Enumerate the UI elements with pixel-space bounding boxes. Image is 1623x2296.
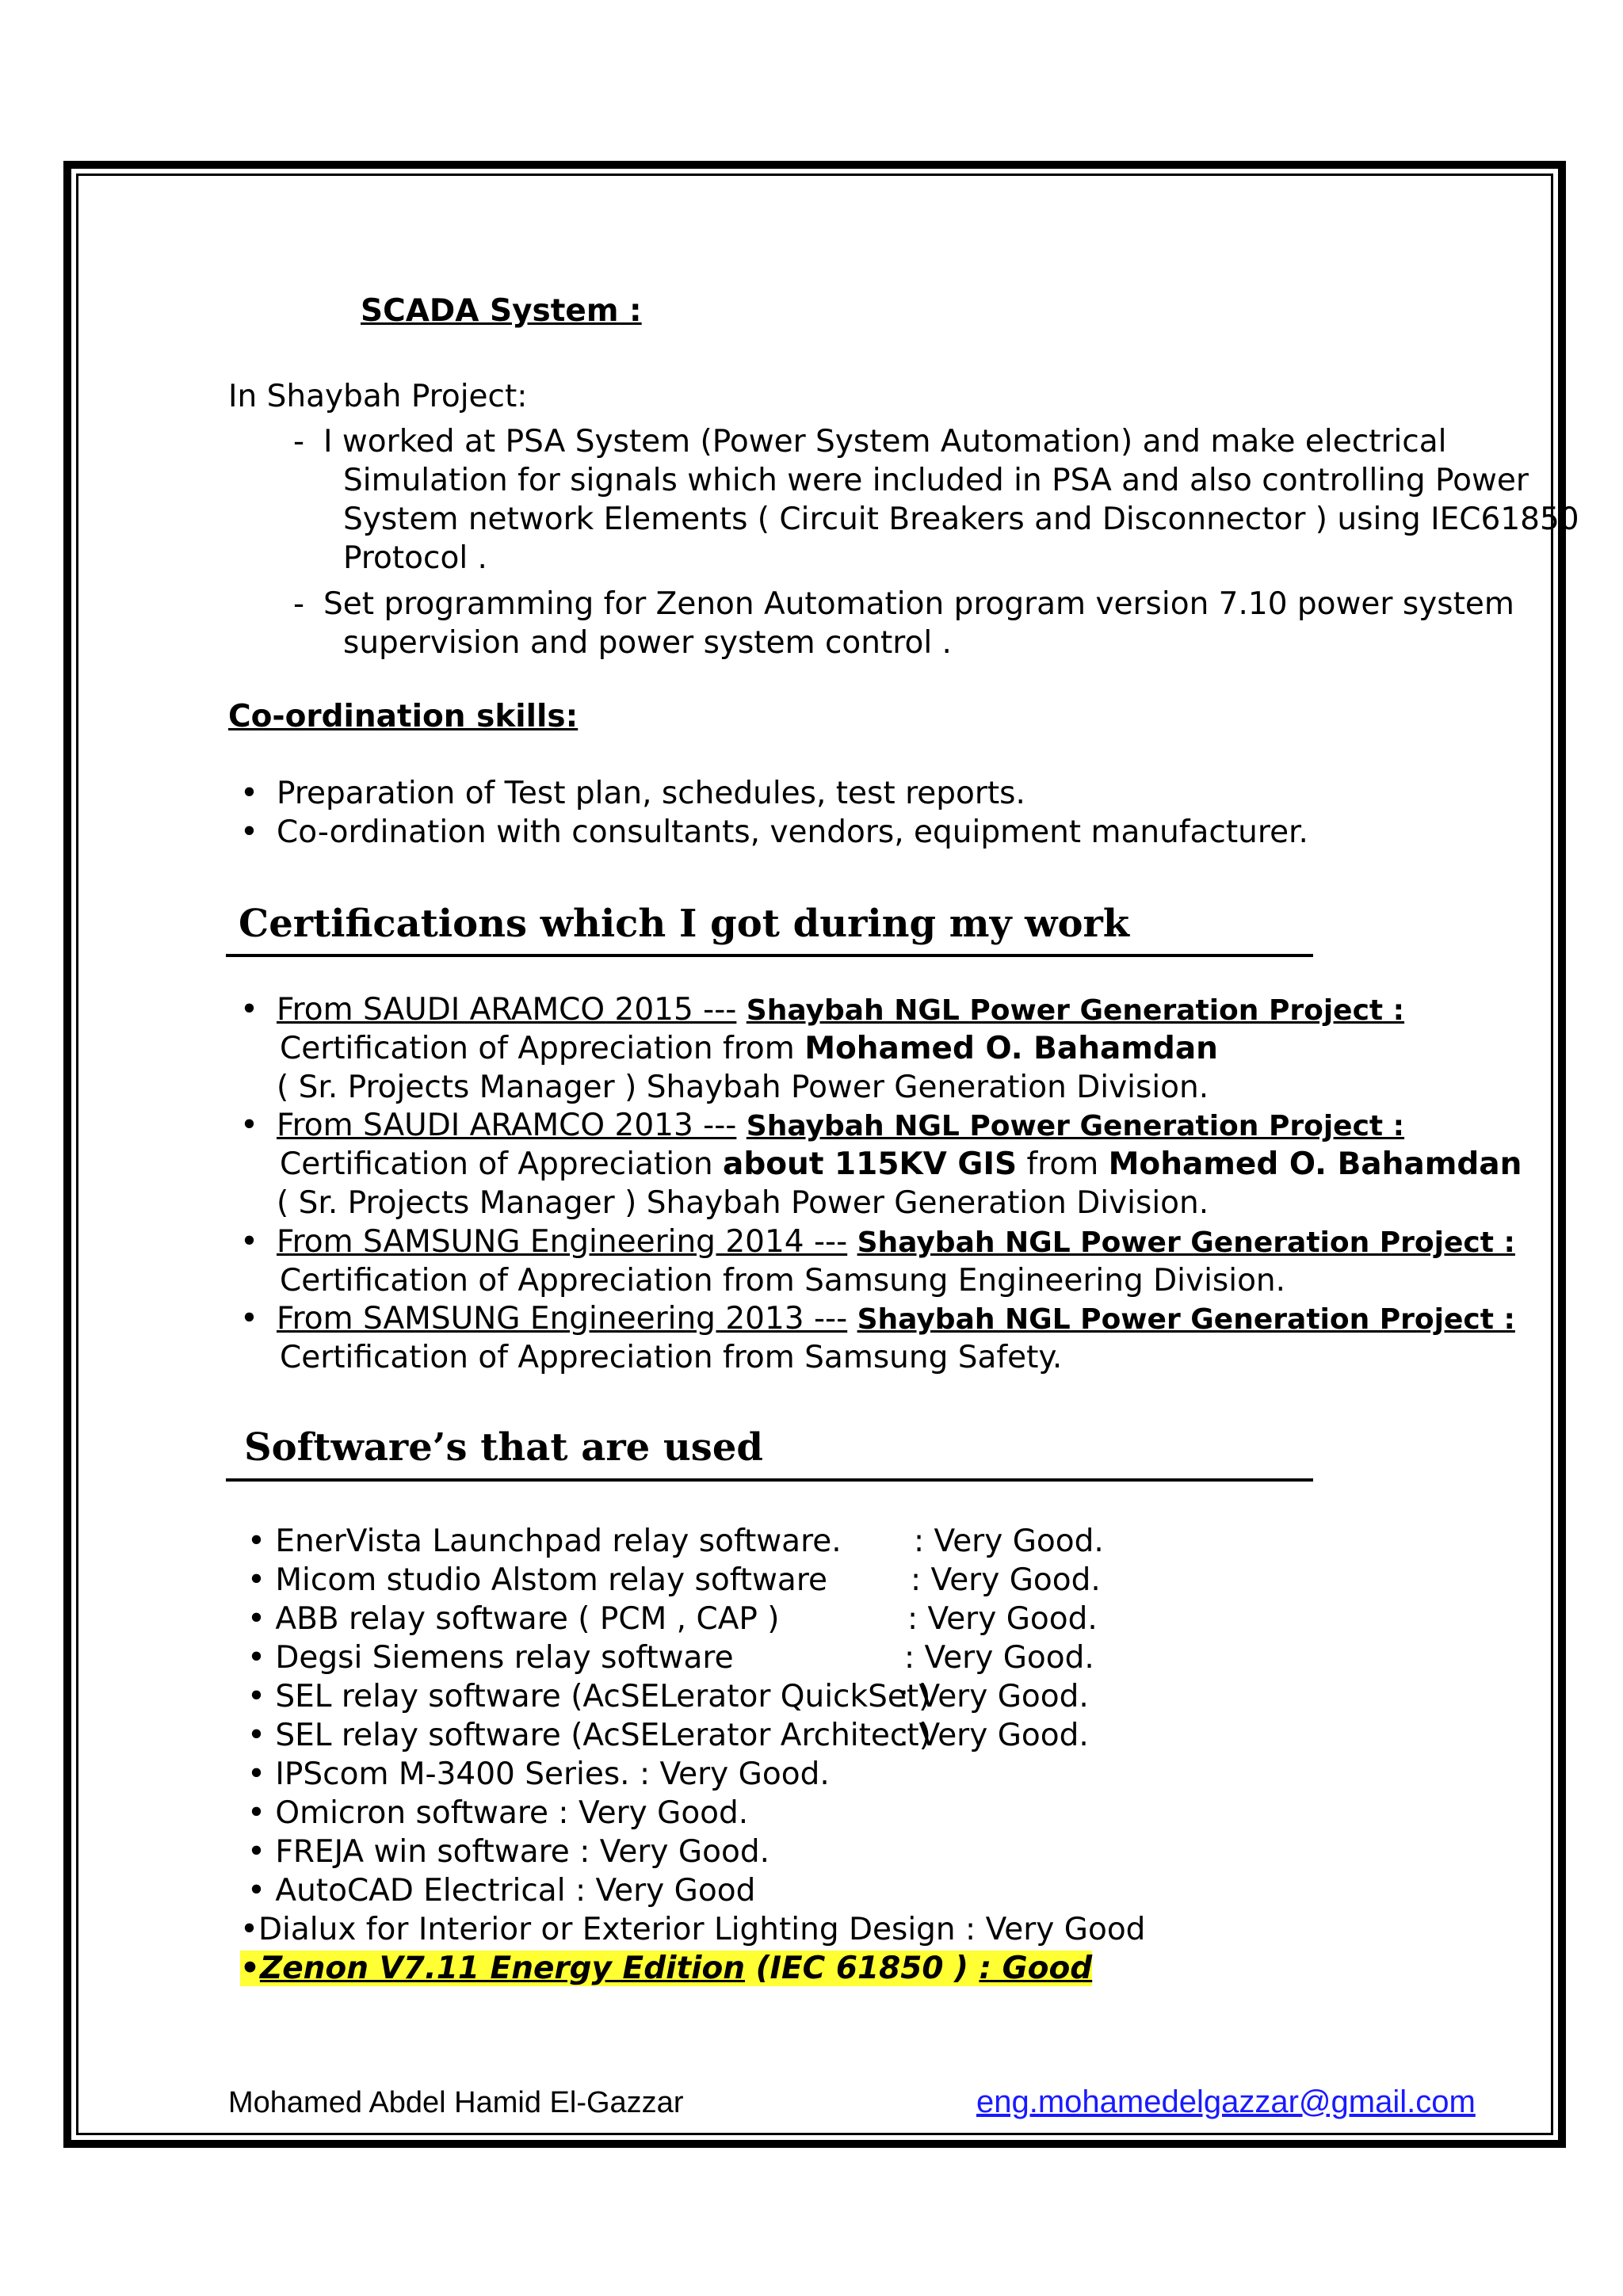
scada-heading: SCADA System : [361, 293, 642, 329]
software-item: • IPScom M-3400 Series. : Very Good. [247, 1756, 830, 1792]
software-item: • Degsi Siemens relay software [247, 1640, 734, 1676]
certification-4-line-2: Certification of Appreciation from Samsung Safety. [280, 1340, 1063, 1375]
heading-rule [226, 954, 1313, 957]
software-standard: (IEC 61850 ) [745, 1951, 980, 1986]
certification-issuer: Mohamed O. Bahamdan [1108, 1146, 1522, 1182]
certification-2-header [277, 1107, 1404, 1146]
certification-1-line-2 [280, 1030, 1218, 1068]
bullet-icon: • [240, 1301, 259, 1337]
bullet-icon: • [240, 814, 259, 850]
software-name: Zenon V7.11 Energy Edition [259, 1951, 746, 1986]
certification-1-header [277, 991, 1404, 1030]
software-rating: : Good [979, 1951, 1093, 1986]
software-rating: : Very Good. [904, 1640, 1094, 1676]
coordination-item: Preparation of Test plan, schedules, test reports. [277, 776, 1025, 811]
software-item-highlighted: •Zenon V7.11 Energy Edition (IEC 61850 ) : Good [240, 1951, 1093, 1986]
certification-source: From SAUDI ARAMCO 2015 --- [277, 992, 737, 1028]
bullet-icon: • [240, 776, 259, 811]
software-item: • FREJA win software : Very Good. [247, 1834, 769, 1870]
certification-issuer: Mohamed O. Bahamdan [804, 1031, 1218, 1066]
software-name: EnerVista Launchpad relay software. [275, 1524, 842, 1559]
scada-item-2-line-2: supervision and power system control . [343, 625, 952, 661]
scada-item-2-line-1: Set programming for Zenon Automation program version 7.10 power system [323, 586, 1514, 622]
software-name: AutoCAD Electrical : Very Good [275, 1873, 756, 1909]
software-item: • Micom studio Alstom relay software [247, 1562, 827, 1598]
software-rating: : Very Good. [899, 1679, 1089, 1714]
certification-2-line-2 [280, 1146, 1522, 1184]
software-rating: : Very Good. [899, 1718, 1089, 1753]
scada-item-1-line-4: Protocol . [343, 540, 487, 576]
footer-author-name: Mohamed Abdel Hamid El-Gazzar [228, 2086, 684, 2119]
dash-marker: - [293, 586, 305, 622]
software-item: • SEL relay software (AcSELerator Architect) [247, 1718, 931, 1753]
certification-project: Shaybah NGL Power Generation Project : [857, 1226, 1515, 1259]
scada-intro: In Shaybah Project: [228, 379, 528, 414]
certification-3-line-2: Certification of Appreciation from Samsung Engineering Division. [280, 1263, 1286, 1299]
certification-subject: about 115KV GIS [723, 1146, 1018, 1182]
certification-project: Shaybah NGL Power Generation Project : [746, 1110, 1405, 1142]
heading-rule [226, 1478, 1313, 1482]
software-name: ABB relay software ( PCM , CAP ) [275, 1601, 780, 1637]
software-item: • SEL relay software (AcSELerator QuickSet) [247, 1679, 931, 1714]
software-item: • AutoCAD Electrical : Very Good [247, 1873, 756, 1909]
certification-project: Shaybah NGL Power Generation Project : [746, 994, 1405, 1027]
software-name: IPScom M-3400 Series. : Very Good. [275, 1756, 830, 1792]
bullet-icon: • [240, 1108, 259, 1143]
software-name: Omicron software : Very Good. [275, 1795, 749, 1831]
certification-3-header [277, 1223, 1515, 1262]
scada-item-1-line-3: System network Elements ( Circuit Breakers and Disconnector ) using IEC61850 [343, 502, 1579, 537]
coordination-heading: Co-ordination skills: [228, 699, 579, 734]
certification-source: From SAUDI ARAMCO 2013 --- [277, 1108, 737, 1143]
certification-text: Certification of Appreciation [280, 1146, 724, 1182]
coordination-item: Co-ordination with consultants, vendors, equipment manufacturer. [277, 814, 1308, 850]
software-heading: Software’s that are used [244, 1425, 763, 1470]
footer-email-link[interactable]: eng.mohamedelgazzar@gmail.com [976, 2084, 1476, 2119]
certification-project: Shaybah NGL Power Generation Project : [857, 1303, 1515, 1336]
certification-text: from [1017, 1146, 1109, 1182]
dash-marker: - [293, 424, 305, 460]
scada-item-1-line-1: I worked at PSA System (Power System Automation) and make electrical [323, 424, 1447, 460]
software-rating: : Very Good. [911, 1562, 1101, 1598]
certification-2-line-3: ( Sr. Projects Manager ) Shaybah Power Generation Division. [277, 1185, 1209, 1221]
software-item: • EnerVista Launchpad relay software. [247, 1524, 842, 1559]
software-item: • Omicron software : Very Good. [247, 1795, 749, 1831]
software-name: FREJA win software : Very Good. [275, 1834, 769, 1870]
software-name: Degsi Siemens relay software [275, 1640, 734, 1676]
software-name: SEL relay software (AcSELerator Architect) [275, 1718, 931, 1753]
software-item: • ABB relay software ( PCM , CAP ) [247, 1601, 780, 1637]
software-item: •Dialux for Interior or Exterior Lighting Design : Very Good [240, 1912, 1146, 1947]
scada-item-1-line-2: Simulation for signals which were included in PSA and also controlling Power [343, 463, 1529, 498]
bullet-icon: • [240, 1224, 259, 1260]
software-name: SEL relay software (AcSELerator QuickSet) [275, 1679, 931, 1714]
software-rating: : Very Good. [907, 1601, 1098, 1637]
certifications-heading: Certifications which I got during my work [239, 902, 1130, 946]
software-rating: : Very Good. [914, 1524, 1104, 1559]
certification-source: From SAMSUNG Engineering 2014 --- [277, 1224, 848, 1260]
bullet-icon: • [240, 992, 259, 1028]
certification-source: From SAMSUNG Engineering 2013 --- [277, 1301, 848, 1337]
certification-1-line-3: ( Sr. Projects Manager ) Shaybah Power Generation Division. [277, 1070, 1209, 1105]
software-name: Micom studio Alstom relay software [275, 1562, 827, 1598]
certification-4-header [277, 1300, 1515, 1339]
certification-text: Certification of Appreciation from [280, 1031, 805, 1066]
software-name: Dialux for Interior or Exterior Lighting Design : Very Good [258, 1912, 1146, 1947]
